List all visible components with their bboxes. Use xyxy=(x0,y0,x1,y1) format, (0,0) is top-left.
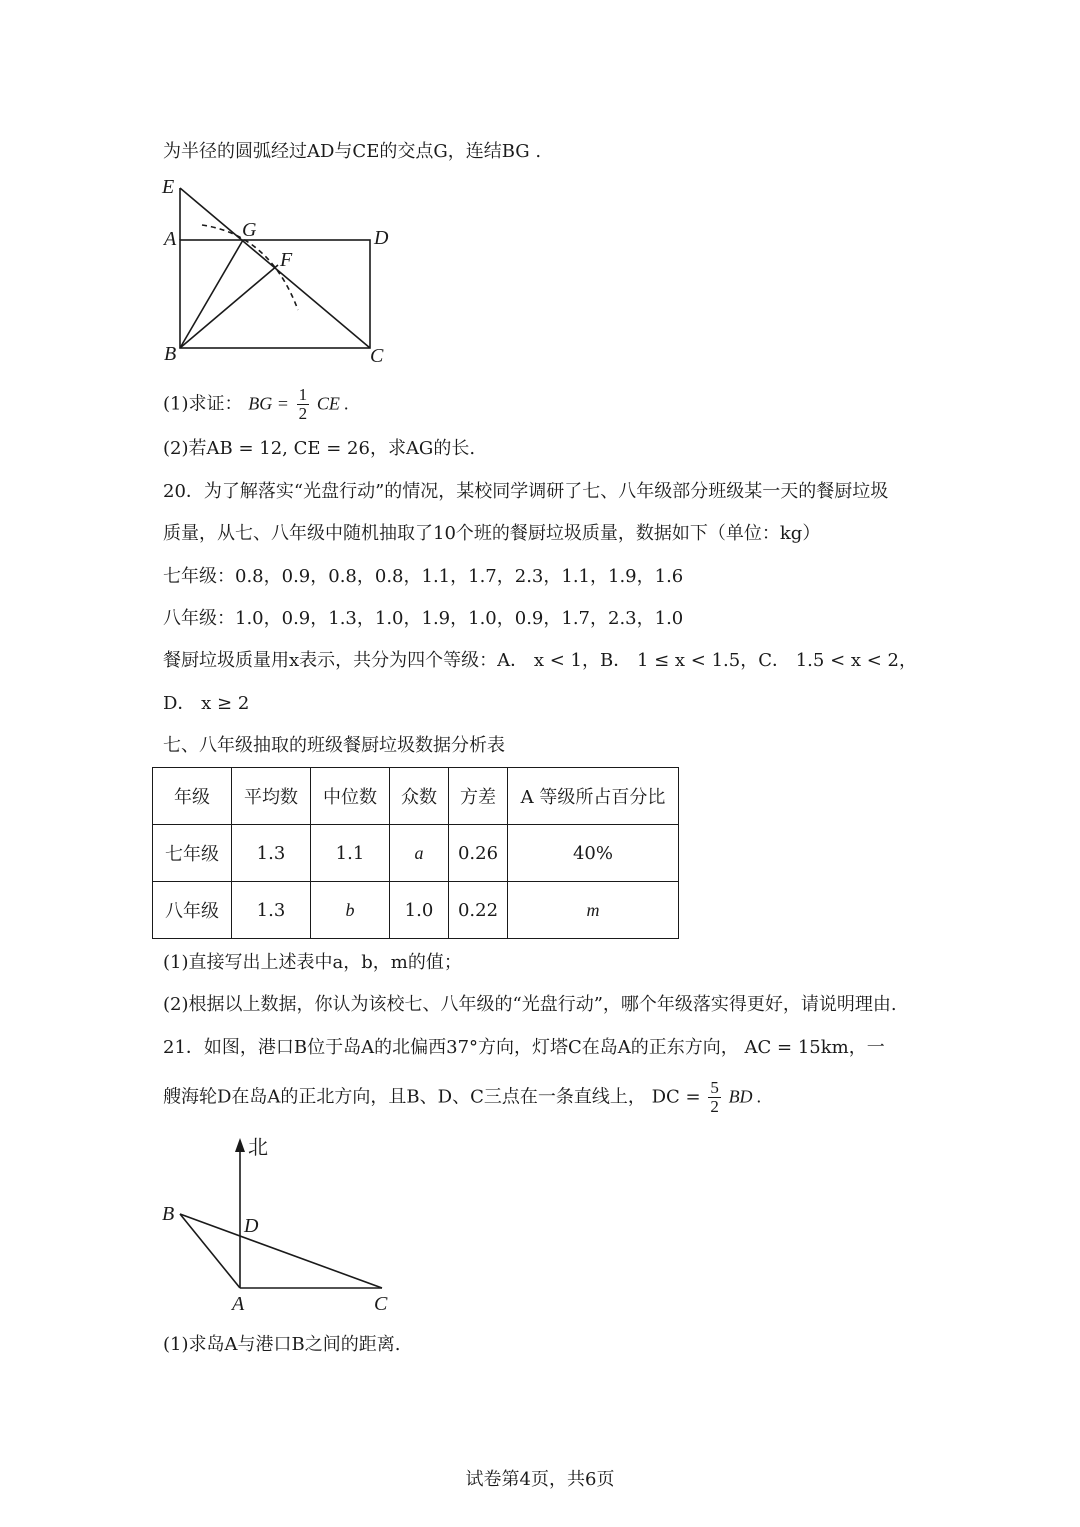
label-b: B xyxy=(164,343,177,365)
label-e: E xyxy=(162,176,175,198)
cell-mean: 1.3 xyxy=(232,882,311,939)
q20-levels-line2: D． x ≥ 2 xyxy=(163,693,250,714)
table-row xyxy=(153,825,679,882)
table-header-row xyxy=(153,768,679,825)
q20-table-title: 七、八年级抽取的班级餐厨垃圾数据分析表 xyxy=(163,735,505,756)
label-c: C xyxy=(370,345,384,367)
label-d: D xyxy=(374,227,389,249)
table-row xyxy=(153,882,679,939)
q20-intro-line2: 质量，从七、八年级中随机抽取了10个班的餐厨垃圾质量，数据如下（单位：kg） xyxy=(163,523,821,544)
segment-bg xyxy=(180,240,243,348)
header-grade: 年级 xyxy=(153,768,232,825)
figure-rectangle-abcd xyxy=(150,170,410,370)
q21-part1: (1)求岛A与港口B之间的距离. xyxy=(163,1334,401,1355)
label-b2: B xyxy=(162,1203,175,1225)
cell-mean: 1.3 xyxy=(232,825,311,882)
label-d2: D xyxy=(244,1215,259,1237)
cell-mode: 1.0 xyxy=(390,882,449,939)
north-arrow-icon xyxy=(235,1138,245,1152)
rect-abcd xyxy=(180,240,370,348)
header-mean: 平均数 xyxy=(232,768,311,825)
q19-context-line: 为半径的圆弧经过AD与CE的交点G，连结BG . xyxy=(163,141,542,162)
q20-part2: (2)根据以上数据，你认为该校七、八年级的“光盘行动”，哪个年级落实得更好，请说明理由. xyxy=(163,994,897,1015)
label-a2: A xyxy=(232,1293,245,1315)
cell-grade: 八年级 xyxy=(153,882,232,939)
segment-bf xyxy=(180,265,278,348)
q21-line2: 艘海轮D在岛A的正北方向，且B、D、C三点在一条直线上， DC = $\frac{5}{2}$ BD . xyxy=(163,1078,762,1116)
cell-grade: 七年级 xyxy=(153,825,232,882)
cell-variance: 0.22 xyxy=(449,882,508,939)
header-median: 中位数 xyxy=(311,768,390,825)
cell-a-percent: 40% xyxy=(508,825,679,882)
cell-median: 1.1 xyxy=(311,825,390,882)
cell-median: b xyxy=(311,882,390,939)
cell-mode: a xyxy=(390,825,449,882)
page-footer: 试卷第4页，共6页 xyxy=(465,1469,615,1490)
q20-levels-line1: 餐厨垃圾质量用x表示，共分为四个等级：A． x < 1，B． 1 ≤ x < 1.5，C． 1.5 < x < 2， xyxy=(163,650,918,671)
label-f: F xyxy=(280,249,293,271)
q19-part2: (2)若AB = 12, CE = 26，求AG的长. xyxy=(163,438,476,459)
figure-navigation xyxy=(150,1130,410,1320)
label-g: G xyxy=(242,219,257,241)
label-north: 北 xyxy=(248,1135,268,1159)
label-a: A xyxy=(164,228,177,250)
q20-intro-line1: 20．为了解落实“光盘行动”的情况，某校同学调研了七、八年级部分班级某一天的餐厨垃圾 xyxy=(163,481,889,502)
q20-part1: (1)直接写出上述表中a，b，m的值； xyxy=(163,952,462,973)
label-c2: C xyxy=(374,1293,388,1315)
cell-variance: 0.26 xyxy=(449,825,508,882)
q21-line1: 21．如图，港口B位于岛A的北偏西37°方向，灯塔C在岛A的正东方向， AC = 15km，一 xyxy=(163,1037,885,1058)
data-analysis-table xyxy=(152,767,679,939)
q19-part1: (1)求证： BG = $\frac{1}{2}$ CE . xyxy=(163,385,349,423)
header-variance: 方差 xyxy=(449,768,508,825)
q20-grade7-data: 七年级：0.8，0.9，0.8，0.8，1.1，1.7，2.3，1.1，1.9，1.6 xyxy=(163,566,684,587)
q20-grade8-data: 八年级：1.0，0.9，1.3，1.0，1.9，1.0，0.9，1.7，2.3，1.0 xyxy=(163,608,684,629)
header-mode: 众数 xyxy=(390,768,449,825)
header-a-percent: A 等级所占百分比 xyxy=(508,768,679,825)
cell-a-percent: m xyxy=(508,882,679,939)
